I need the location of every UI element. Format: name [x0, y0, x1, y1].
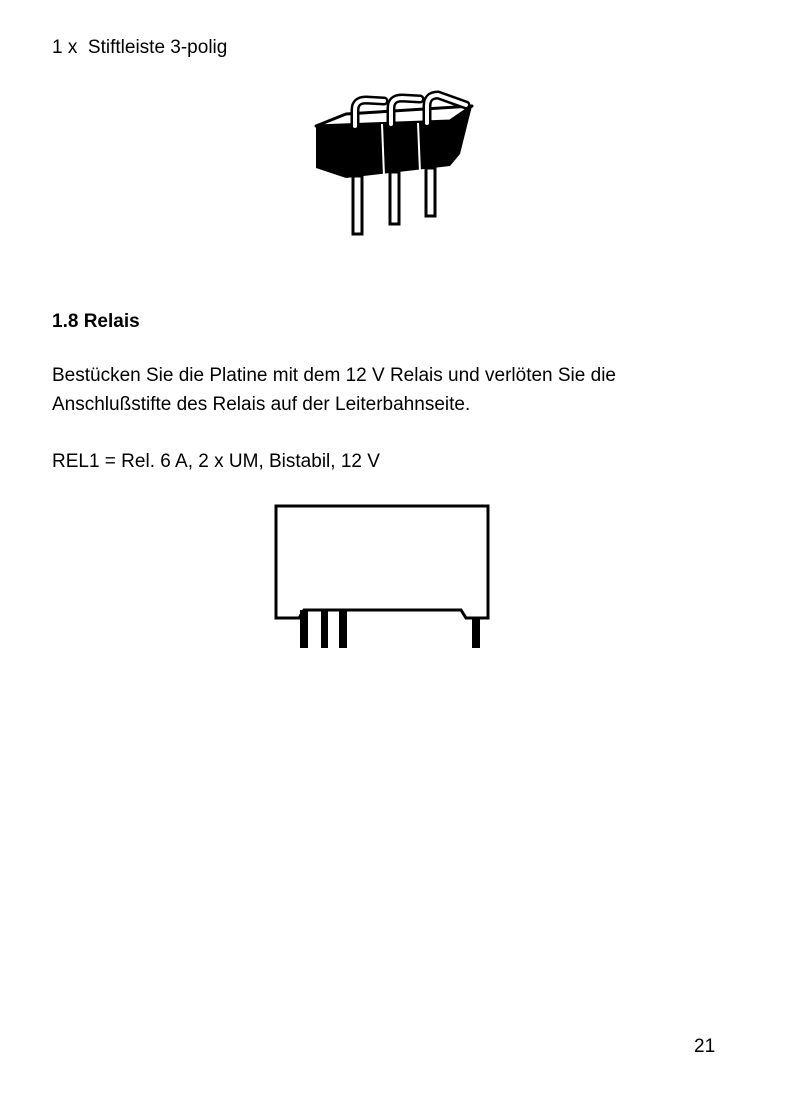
item-name: Stiftleiste 3-polig [87, 37, 228, 58]
component-spec: REL1 = Rel. 6 A, 2 x UM, Bistabil, 12 V [52, 451, 380, 472]
instruction-line-1: Bestücken Sie die Platine mit dem 12 V Relais und verlöten Sie die [52, 365, 616, 386]
instruction-line-2: Anschlußstifte des Relais auf der Leiterbahnseite. [52, 394, 471, 415]
relay-illustration [268, 498, 498, 658]
pin-header-illustration [300, 88, 480, 248]
item-line [52, 36, 227, 60]
section-heading: 1.8 Relais [52, 311, 140, 332]
item-quantity: 1 x [52, 37, 78, 58]
page-number: 21 [694, 1036, 716, 1057]
